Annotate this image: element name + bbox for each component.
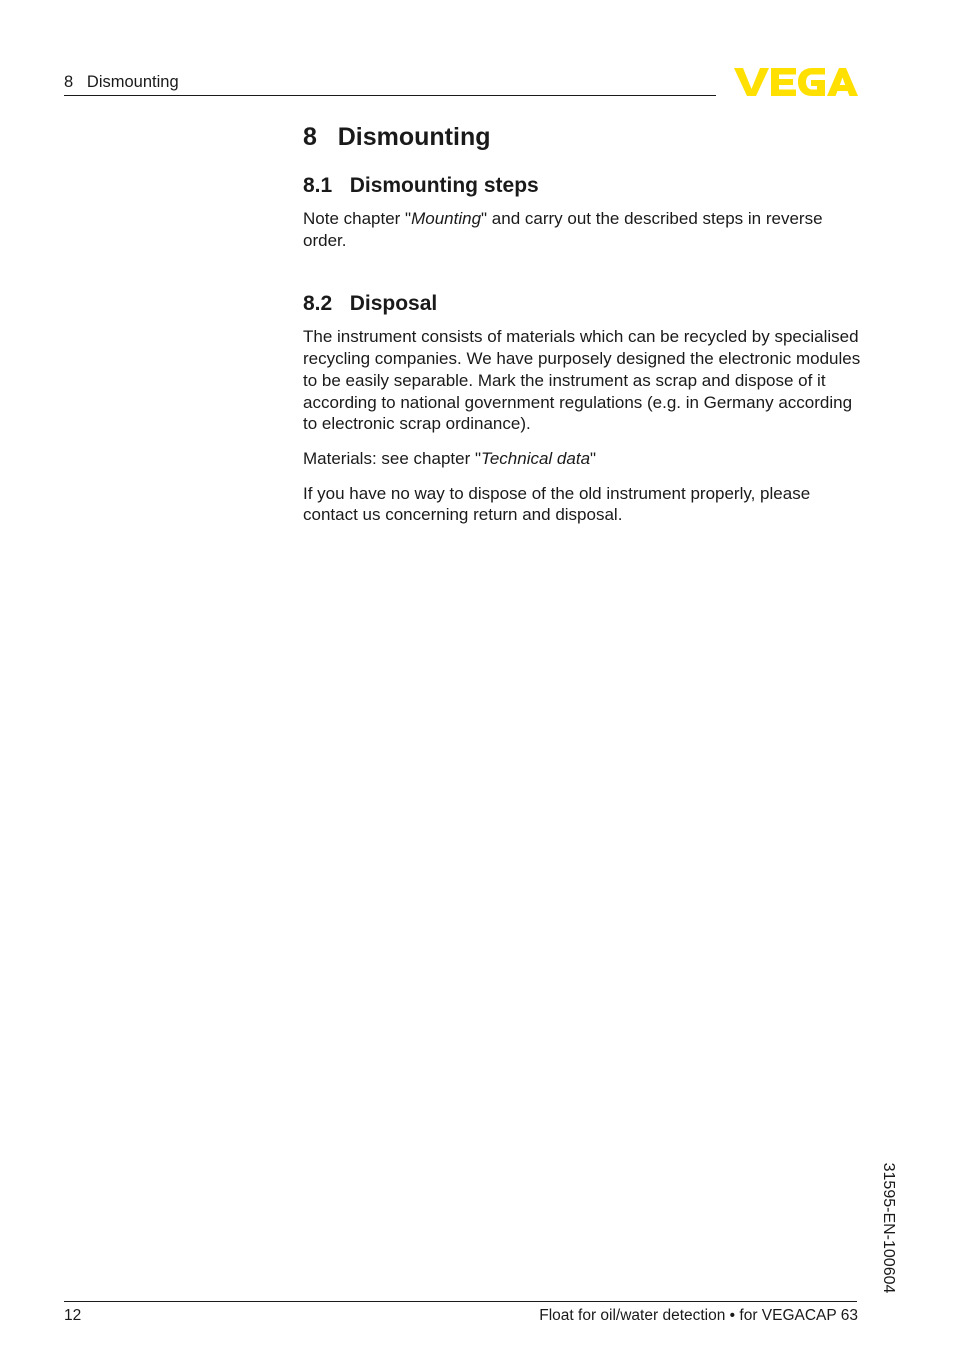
chapter-reference-mounting: Mounting [411,209,482,228]
header-divider [64,95,716,96]
materials-paragraph [303,448,863,470]
vega-logo-mark [734,68,858,96]
chapter-title: 8 Dismounting [303,123,491,151]
page-number: 12 [64,1307,82,1324]
disposal-paragraph: The instrument consists of materials which can be recycled by specialised recycling companies. We have purposely designed the electronic modules to be easily separable. Mark the instrument as scrap and dispose of it according to national government regulations (e.g. in Germany according to electronic scrap ordinance). [303,327,861,434]
text-run: " [590,448,597,468]
text-run: Materials: see chapter " [303,448,482,468]
main-content [303,120,863,526]
text-run: " and carry out the described steps in reverse order. [303,209,823,250]
running-header-title: 8 Dismounting [64,73,179,91]
dismounting-steps-paragraph [303,208,863,251]
footer-divider [64,1301,857,1302]
vega-logo [734,66,858,98]
document-code: 31595-EN-100604 [880,1162,897,1294]
text-run: Note chapter " [303,209,412,228]
chapter-reference-technical-data: Technical data [481,448,591,468]
return-paragraph: If you have no way to dispose of the old instrument properly, please contact us concerning return and disposal. [303,483,811,525]
section-title-disposal: 8.2 Disposal [303,292,438,316]
section-title-dismounting-steps: 8.1 Dismounting steps [303,174,539,197]
footer-document-title: Float for oil/water detection • for VEGACAP 63 [539,1307,858,1324]
